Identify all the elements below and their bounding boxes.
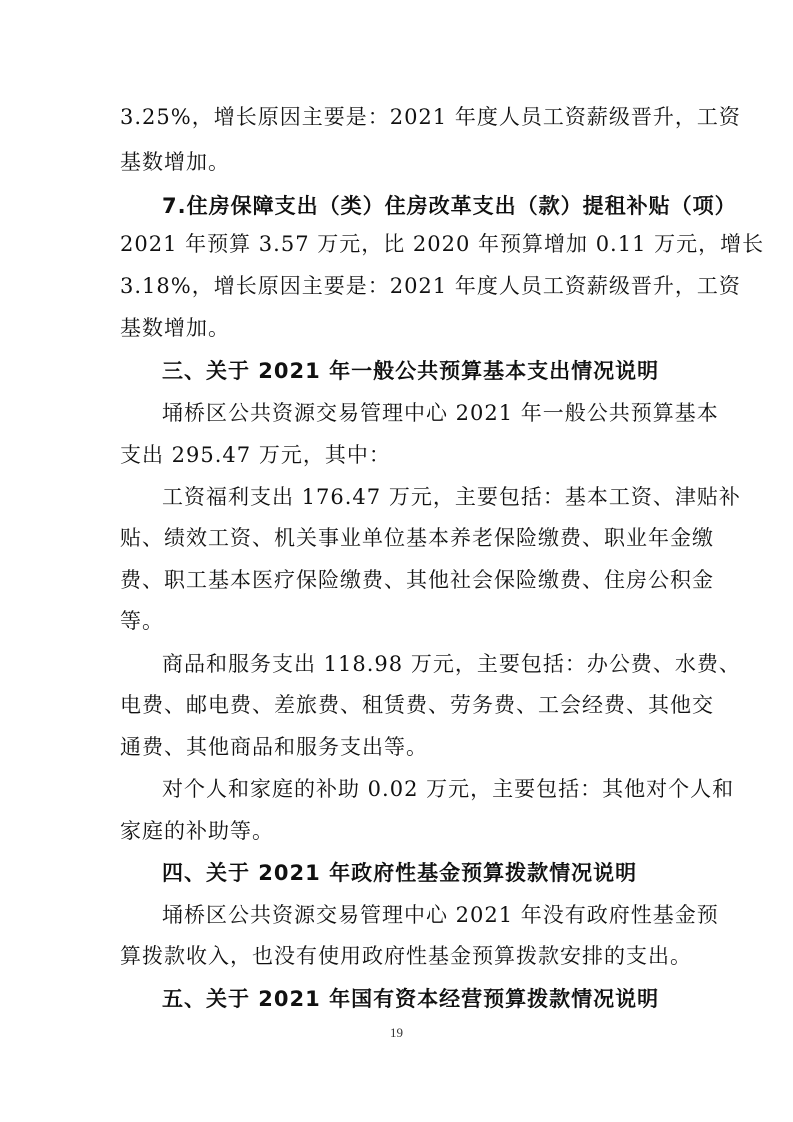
text-line: 商品和服务支出 118.98 万元，主要包括：办公费、水费、 [162,652,741,676]
section-heading: 五、关于 2021 年国有资本经营预算拨款情况说明 [162,987,660,1011]
text-line: 家庭的补助等。 [120,819,274,843]
text-line: 埇桥区公共资源交易管理中心 2021 年一般公共预算基本 [162,401,719,425]
text-line: 3.18%，增长原因主要是：2021 年度人员工资薪级晋升，工资 [120,274,741,298]
text-line: 电费、邮电费、差旅费、租赁费、劳务费、工会经费、其他交 [120,693,714,717]
section-heading: 三、关于 2021 年一般公共预算基本支出情况说明 [162,359,660,383]
text-line: 等。 [120,609,164,633]
text-line: 工资福利支出 176.47 万元，主要包括：基本工资、津贴补 [162,485,741,509]
text-line: 基数增加。 [120,316,230,340]
text-line: 3.25%，增长原因主要是：2021 年度人员工资薪级晋升，工资 [120,105,741,129]
text-line: 基数增加。 [120,150,230,174]
text-line: 算拨款收入，也没有使用政府性基金预算拨款安排的支出。 [120,944,692,968]
text-line: 埇桥区公共资源交易管理中心 2021 年没有政府性基金预 [162,903,719,927]
page-number: 19 [390,1025,403,1040]
text-line: 支出 295.47 万元，其中： [120,443,391,467]
section-heading: 四、关于 2021 年政府性基金预算拨款情况说明 [162,861,638,885]
text-line: 2021 年预算 3.57 万元，比 2020 年预算增加 0.11 万元，增长 [120,232,765,256]
text-line: 通费、其他商品和服务支出等。 [120,735,428,759]
text-line: 费、职工基本医疗保险缴费、其他社会保险缴费、住房公积金 [120,568,714,592]
text-line: 对个人和家庭的补助 0.02 万元，主要包括：其他对个人和 [162,777,735,801]
section-heading: 7.住房保障支出（类）住房改革支出（款）提租补贴（项） [162,194,737,218]
text-line: 贴、绩效工资、机关事业单位基本养老保险缴费、职业年金缴 [120,526,714,550]
